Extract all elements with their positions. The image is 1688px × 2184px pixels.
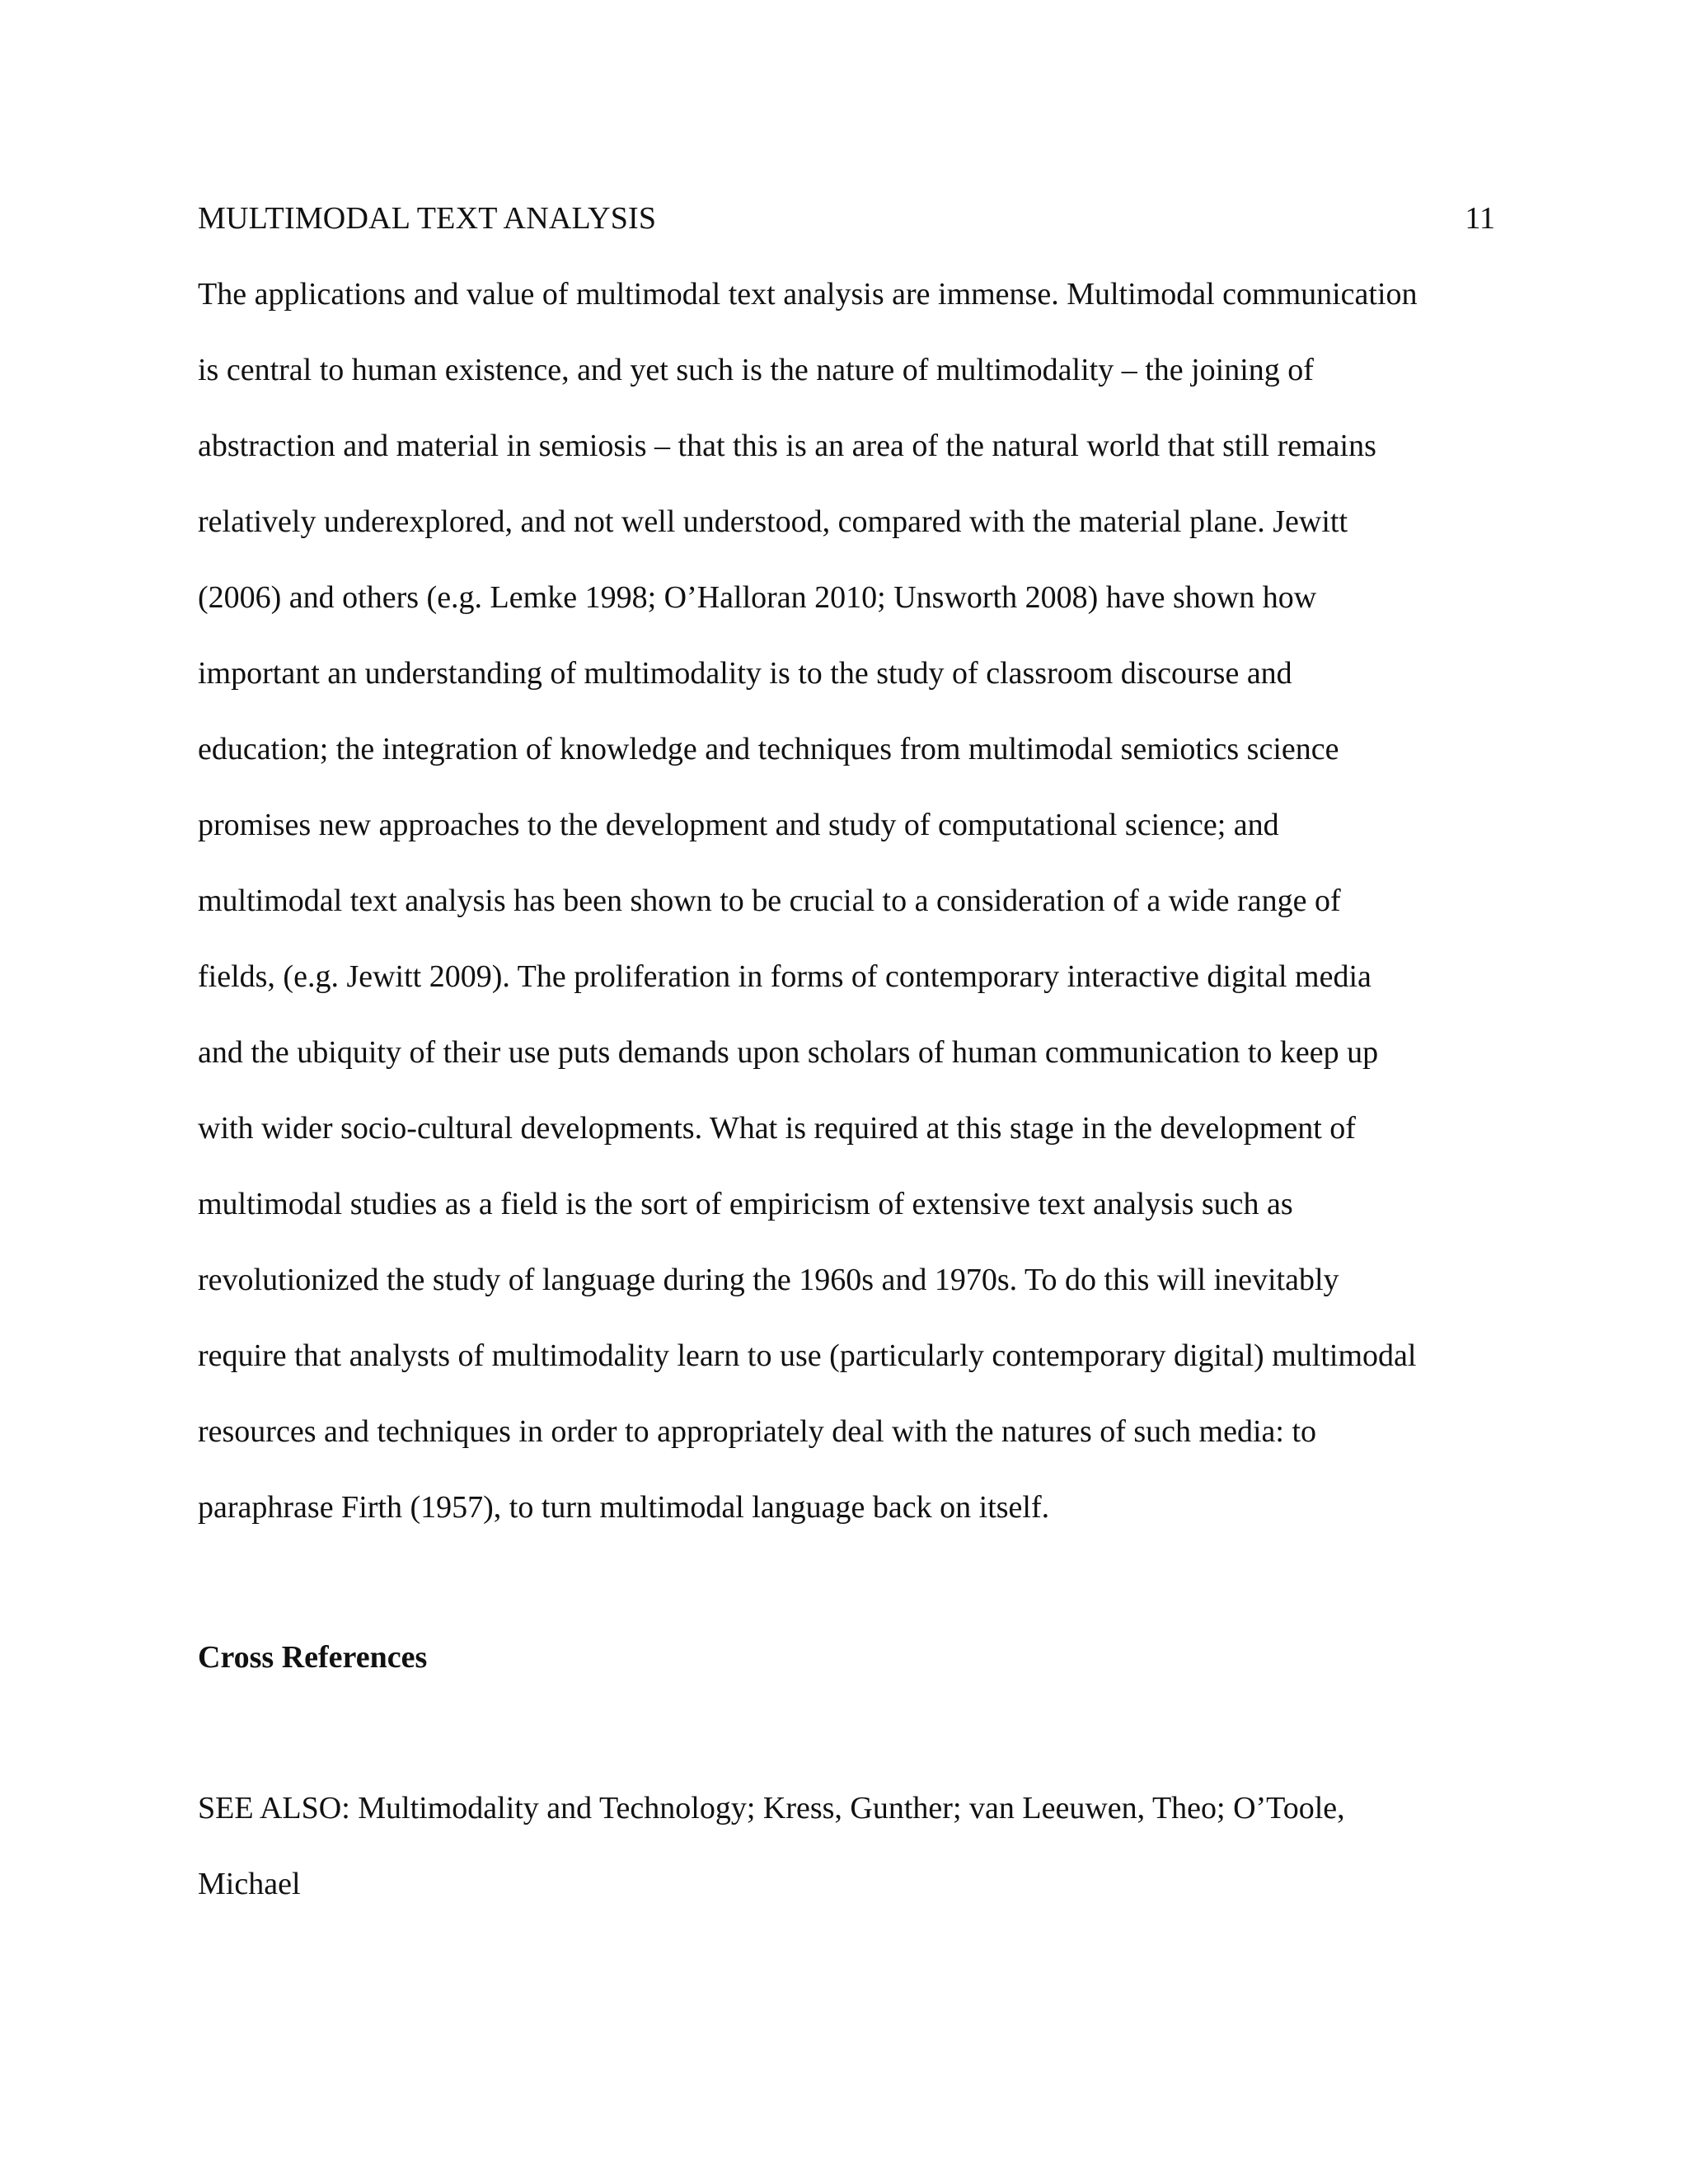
running-title: MULTIMODAL TEXT ANALYSIS (198, 201, 657, 236)
paragraph-line: resources and techniques in order to appropriately deal with the natures of such media: to (198, 1414, 1316, 1449)
page-number: 11 (1465, 201, 1495, 236)
paragraph-line: The applications and value of multimodal text analysis are immense. Multimodal communication (198, 277, 1418, 312)
paragraph-line: paraphrase Firth (1957), to turn multimodal language back on itself. (198, 1490, 1050, 1525)
paragraph-line: multimodal studies as a field is the sort of empiricism of extensive text analysis such as (198, 1187, 1293, 1221)
paragraph-line: is central to human existence, and yet such is the nature of multimodality – the joining of (198, 353, 1314, 387)
paragraph-line: important an understanding of multimodality is to the study of classroom discourse and (198, 656, 1292, 691)
paragraph-line: require that analysts of multimodality learn to use (particularly contemporary digital) multimodal (198, 1338, 1417, 1373)
paragraph-line: fields, (e.g. Jewitt 2009). The proliferation in forms of contemporary interactive digital media (198, 959, 1372, 994)
see-also-line: SEE ALSO: Multimodality and Technology; Kress, Gunther; van Leeuwen, Theo; O’Toole, (198, 1791, 1345, 1825)
paragraph-line: with wider socio-cultural developments. What is required at this stage in the development of (198, 1111, 1356, 1146)
see-also-list (198, 1783, 1495, 1935)
paragraph-line: promises new approaches to the development and study of computational science; and (198, 808, 1279, 842)
paragraph-line: education; the integration of knowledge and techniques from multimodal semiotics science (198, 732, 1339, 766)
section-heading-cross-references: Cross References (198, 1640, 428, 1675)
paragraph-line: abstraction and material in semiosis – that this is an area of the natural world that still remains (198, 429, 1376, 463)
paragraph-line: (2006) and others (e.g. Lemke 1998; O’Halloran 2010; Unsworth 2008) have shown how (198, 580, 1317, 615)
running-head (198, 198, 1495, 239)
paragraph-line: relatively underexplored, and not well understood, compared with the material plane. Jewitt (198, 504, 1348, 539)
body-paragraph (198, 269, 1495, 1558)
paragraph-line: multimodal text analysis has been shown to be crucial to a consideration of a wide range of (198, 883, 1341, 918)
see-also-line: Michael (198, 1867, 301, 1901)
paragraph-line: revolutionized the study of language during the 1960s and 1970s. To do this will inevitably (198, 1263, 1339, 1297)
paragraph-line: and the ubiquity of their use puts demands upon scholars of human communication to keep up (198, 1035, 1379, 1070)
